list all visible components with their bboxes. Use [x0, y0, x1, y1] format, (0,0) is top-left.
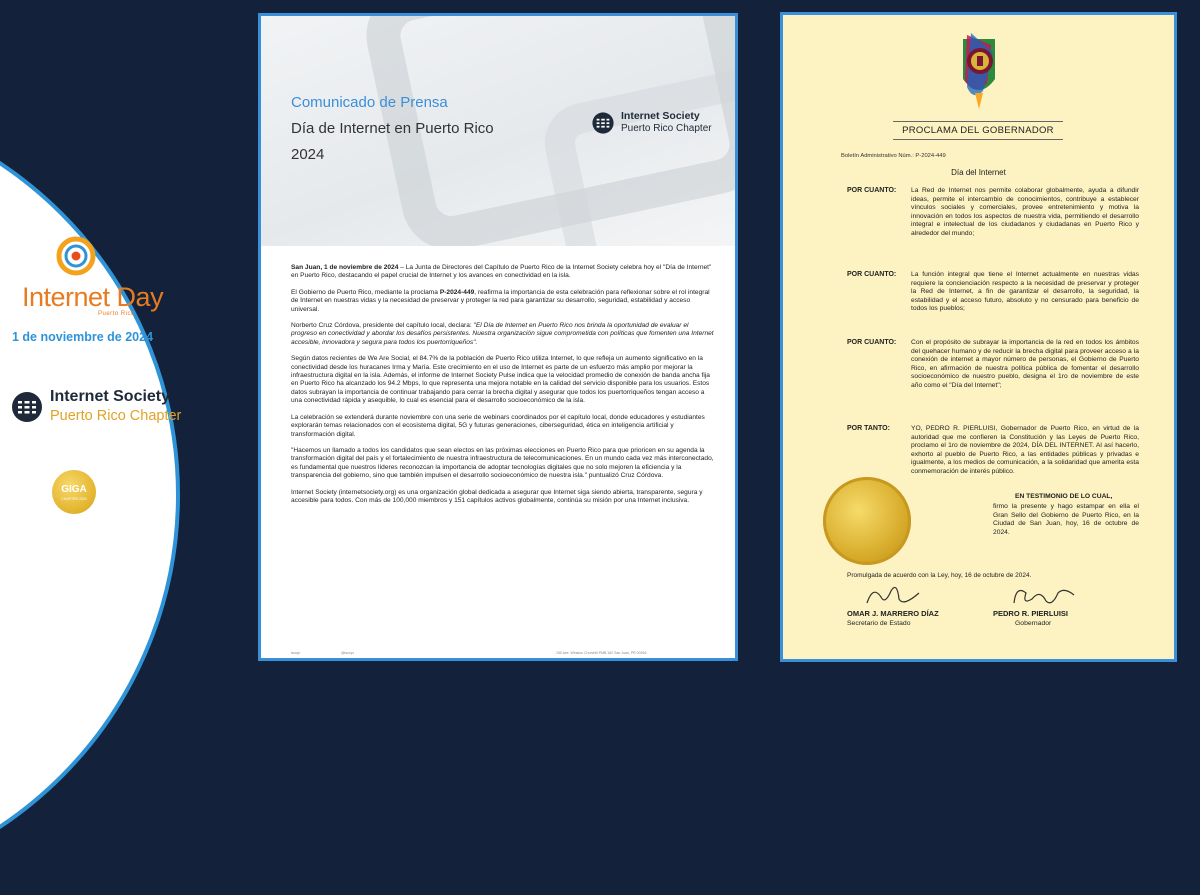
giga-badge-text: GIGA: [61, 484, 87, 495]
internet-day-logo-icon: [56, 236, 96, 276]
press-text: – La Junta de Directores del Capítulo de Puerto Rico de la Internet Society celebra hoy el "Día de Internet" en Puerto Rico, destacando el papel crucial de Internet y los avances en conectividad en la isla.: [291, 264, 712, 280]
press-text: , reafirma la importancia de esta celebración para reflexionar sobre el rol integral de Internet en nuestras vidas y la necesidad de preservar y proteger la red para garantizar su desarrollo, seguridad, estabilidad y acceso universal.: [291, 288, 710, 313]
press-text: El Gobierno de Puerto Rico, mediante la proclama: [291, 288, 440, 296]
testimony-heading: EN TESTIMONIO DE LO CUAL,: [1015, 493, 1113, 500]
branding-panel: [0, 0, 210, 675]
press-paragraph: [291, 289, 715, 314]
footer-address: 150 Ave. Winston Churchill PMB 162 San Juan, PR 00926: [556, 651, 647, 655]
press-release-body: [291, 264, 715, 513]
bulletin-number: Boletín Administrativo Núm.: P-2024-449: [841, 153, 946, 159]
testimony-text: firmo la presente y hago estampar en ella el Gran Sello del Gobierno de Puerto Rico, en la Ciudad de San Juan, hoy, 16 de octubre de 2024.: [993, 503, 1139, 536]
internet-day-title: Internet Day: [22, 282, 164, 312]
press-paragraph: "Hacemos un llamado a todos los candidatos que sean electos en las próximas elecciones en Puerto Rico para que prioricen en su agenda la transformación digital del país y el fortalecimiento de nuestra infraestructura de telecomunicaciones. En un mundo cada vez más interconectado, es fundamental que nuestros líderes reconozcan la importancia de adoptar tecnologías digitales que no solo mejoren la eficiencia y la transparencia del gobierno, sino que también impulsen el desarrollo socioeconómico de nuestra isla." puntualizó Cruz Córdova.: [291, 446, 714, 480]
government-seal-icon: [953, 31, 1005, 111]
clause-text: Con el propósito de subrayar la importancia de la red en todos los ámbitos del quehacer humano y de reducir la brecha digital para proveer acceso a la conexión de internet a mayor número de personas, el Gobierno de Puerto Rico, en afirmación de nuestra política pública de fomentar el desarrollo socioeconómico de nuestro pueblo, designa el 1ro de noviembre de este año como el "Día del Internet";: [911, 339, 1139, 389]
press-dateline: San Juan, 1 de noviembre de 2024: [291, 264, 399, 271]
press-paragraph: Según datos recientes de We Are Social, el 84.7% de la población de Puerto Rico utiliza Internet, lo que refleja un aumento significativo en la conectividad desde los huracanes Irma y María. Este crecimiento en el uso de Internet es parte de un esfuerzo más amplio por mejorar la infraestructura digital en la isla. Además, el informe de Internet Society Pulse indica que la velocidad promedio de conexión de banda ancha fija en Puerto Rico ha alcanzado los 94.2 Mbps, lo que representa una mejora notable en la calidad del servicio disponible para los usuarios. Estos datos subrayan la importancia de continuar trabajando para cerrar la brecha digital y asegurar que todos los puertorriqueños tengan acceso a una conectividad rápida y asequible, lo cual es esencial para el desarrollo socioeconómico de la isla.: [291, 355, 710, 405]
clause-label: POR CUANTO:: [847, 187, 897, 194]
press-paragraph: [291, 322, 715, 347]
press-paragraph: Internet Society (internetsociety.org) es una organización global dedicada a asegurar que Internet siga siendo abierta, transparente, segura y accesible para todos. Con más de 100,000 miembros y 151 capítulos activos globalmente, continúa su misión por una Internet inclusiva.: [291, 488, 703, 504]
giga-badge: [52, 470, 96, 514]
press-isoc-chapter: Puerto Rico Chapter: [621, 123, 712, 134]
signature-governor-icon: [1008, 581, 1078, 611]
press-title: Día de Internet en Puerto Rico: [291, 120, 494, 137]
gold-seal-icon: [823, 477, 911, 565]
footer-handle: @isocpr: [341, 651, 354, 655]
clause-label: POR TANTO:: [847, 425, 890, 432]
press-release-document: [258, 13, 738, 661]
signature-secretary-icon: [863, 583, 923, 611]
isoc-globe-icon: [10, 390, 44, 424]
secretary-name: OMAR J. MARRERO DÍAZ: [847, 609, 939, 618]
governor-name: PEDRO R. PIERLUISI: [993, 609, 1069, 618]
press-year: 2024: [291, 146, 325, 163]
clause-label: POR CUANTO:: [847, 339, 897, 346]
proclamation-title: Día del Internet: [951, 168, 1006, 177]
proclamation-number: P-2024-449: [439, 288, 475, 296]
governor-title: Gobernador: [1015, 620, 1052, 627]
press-paragraph: La celebración se extenderá durante noviembre con una serie de webinars coordinados por el capítulo local, donde educadores y estudiantes explorarán temas relacionados con el ecosistema digital, 5G y futuras generaciones, ciberseguridad, ética en inteligencia artificial y transformación digital.: [291, 413, 705, 438]
clause-text: La Red de Internet nos permite colaborar globalmente, ayuda a difundir ideas, permite el intercambio de conocimientos, contribuye a establecer vínculos sociales y comerciales, provee entretenimiento y motiva la innovación en todos los aspectos de nuestra vida, permitiendo el desarrollo integral e intelectual de los ciudadanos y ciudadanas en Puerto Rico y alrededor del mundo;: [911, 187, 1139, 237]
giga-badge-sub: CHAPTER 2024: [61, 497, 87, 501]
press-kicker: Comunicado de Prensa: [291, 94, 448, 111]
press-quote: "El Día de Internet en Puerto Rico nos brinda la oportunidad de evaluar el progreso en conectividad y abordar los desafíos persistentes. Nuestra organización sigue comprometida con políticas que fomenten una Internet accesible, innovadora y segura para todos los puertorriqueños".: [291, 322, 714, 346]
isoc-chapter-name: Puerto Rico Chapter: [50, 408, 182, 424]
press-release-header: [261, 16, 735, 246]
proclamation-heading: PROCLAMA DEL GOBERNADOR: [893, 121, 1063, 140]
internet-day-subtitle: Puerto Rico: [98, 311, 135, 317]
press-paragraph: [291, 264, 715, 281]
press-isoc-name: Internet Society: [621, 110, 700, 122]
isoc-name: Internet Society: [50, 388, 171, 405]
footer-social: isocpr: [291, 651, 301, 655]
clause-text: YO, PEDRO R. PIERLUISI, Gobernador de Puerto Rico, en virtud de la autoridad que me confieren la Constitución y las Leyes de Puerto Rico, proclamo el 1ro de noviembre de 2024, DÍA DEL INTERNET. Al así hacerlo, exhorto al pueblo de Puerto Rico, a las entidades públicas y privadas e igualmente, a los medios de comunicación, a la solidaridad que amerita esta conmemoración de interés público.: [911, 425, 1139, 475]
clause-text: La función integral que tiene el Internet actualmente en nuestras vidas requiere la concienciación respecto a la necesidad de preservar y proteger la Red de Internet, a fin de garantizar el desarrollo, la seguridad, la estabilidad y el acceso futuro, absoluto y no censurado para beneficio de todos los pueblos;: [911, 271, 1139, 313]
isoc-globe-icon: [591, 111, 615, 135]
clause-label: POR CUANTO:: [847, 271, 897, 278]
proclamation-document: [780, 12, 1177, 662]
promulgation-line: Promulgada de acuerdo con la Ley, hoy, 16 de octubre de 2024.: [847, 572, 1032, 579]
event-date: 1 de noviembre de 2024: [12, 330, 154, 344]
secretary-title: Secretario de Estado: [847, 620, 911, 627]
isoc-chapter-logo: [10, 388, 200, 428]
press-text: Norberto Cruz Córdova, presidente del capítulo local, declara:: [291, 322, 474, 330]
